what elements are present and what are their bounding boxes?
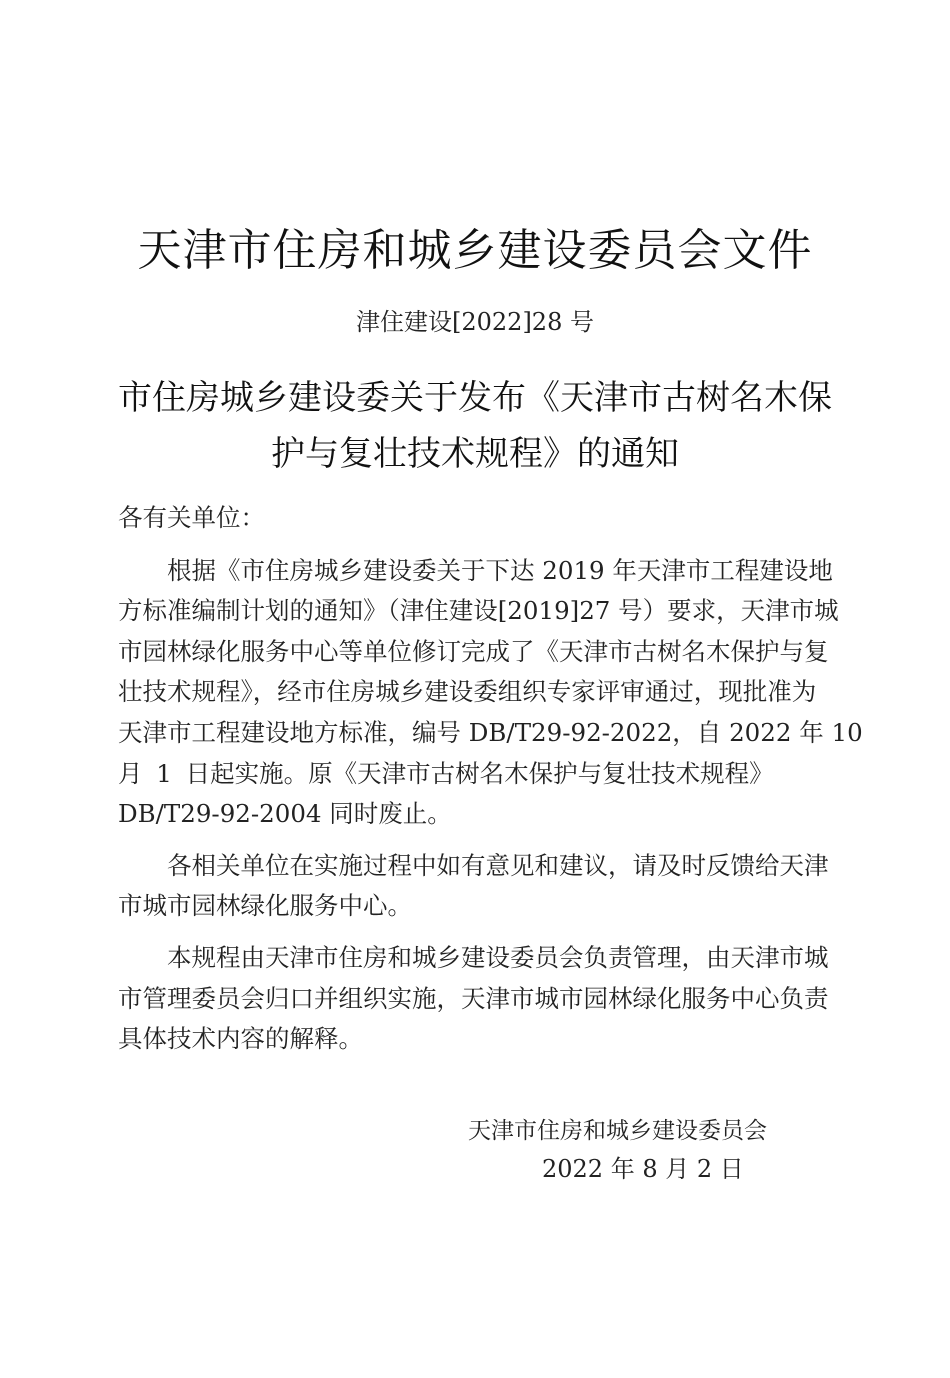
paragraph-line: 壮技术规程》，经市住房城乡建设委组织专家评审通过，现批准为 [118, 677, 817, 707]
signing-organization: 天津市住房和城乡建设委员会 [468, 1118, 767, 1144]
salutation: 各有关单位： [118, 503, 265, 532]
issuer-heading: 天津市住房和城乡建设委员会文件 [137, 225, 813, 276]
paragraph-line: 天津市工程建设地方标准，编号 DB/T29-92-2022，自 2022 年 10 [118, 717, 863, 747]
notice-body [118, 498, 863, 1060]
paragraph-line: 市管理委员会归口并组织实施，天津市城市园林绿化服务中心负责 [118, 983, 829, 1013]
paragraph-line: 市城市园林绿化服务中心。 [118, 891, 412, 921]
paragraph-approval [118, 551, 863, 835]
paragraph-line: 根据《市住房城乡建设委关于下达 2019 年天津市工程建设地 [167, 555, 833, 585]
paragraph-line: 本规程由天津市住房和城乡建设委员会负责管理，由天津市城 [167, 942, 829, 972]
notice-title-line-1: 市住房城乡建设委关于发布《天津市古树名木保 [118, 378, 832, 418]
notice-title [110, 370, 840, 482]
paragraph-line: 方标准编制计划的通知》（津住建设[2019]27 号）要求，天津市城 [118, 596, 839, 626]
paragraph-management [118, 938, 838, 1060]
notice-title-line-2: 护与复壮技术规程》的通知 [271, 434, 679, 474]
paragraph-feedback [118, 846, 838, 927]
signing-date: 2022 年 8 月 2 日 [542, 1155, 744, 1183]
paragraph-line: DB/T29-92-2004 同时废止。 [118, 799, 452, 829]
document-number: 津住建设[2022]28 号 [356, 308, 594, 336]
signature-block [468, 1112, 808, 1188]
paragraph-line: 市园林绿化服务中心等单位修订完成了《天津市古树名木保护与复 [118, 636, 829, 666]
paragraph-line: 具体技术内容的解释。 [118, 1024, 363, 1054]
paragraph-line: 月 1 日起实施。原《天津市古树名木保护与复壮技术规程》 [118, 758, 774, 788]
paragraph-line: 各相关单位在实施过程中如有意见和建议，请及时反馈给天津 [167, 850, 829, 880]
